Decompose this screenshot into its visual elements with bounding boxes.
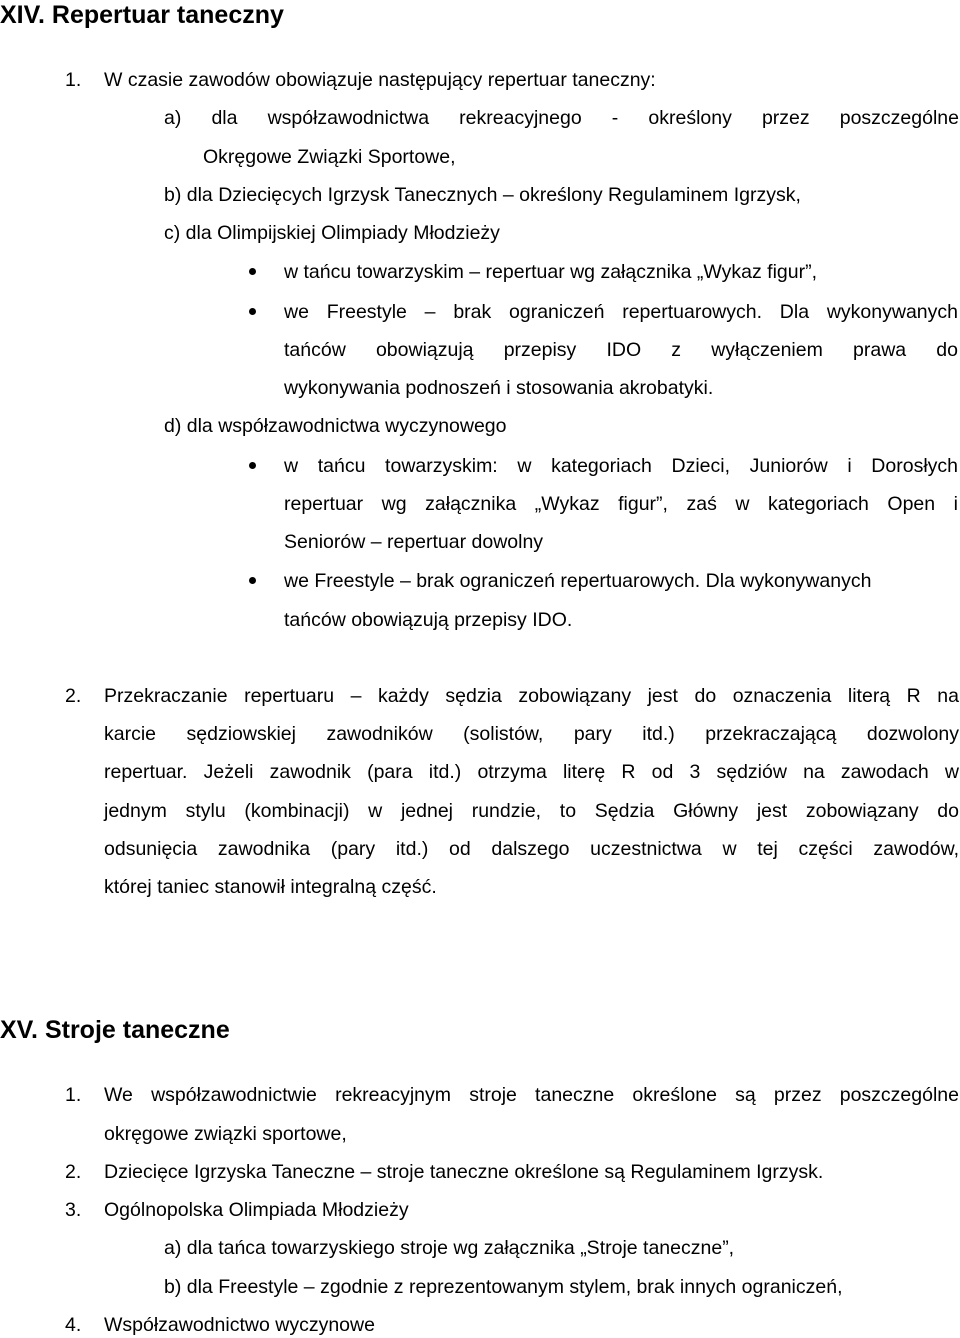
bullet-icon — [249, 268, 256, 275]
stroje-item-3: Ogólnopolska Olimpiada Młodzieży — [104, 1199, 409, 1221]
item-number-2: 2. — [65, 1161, 82, 1183]
subitem-c-bullet-2-line-3: wykonywania podnoszeń i stosowania akrobatyki. — [284, 377, 714, 399]
paragraph-2-line-2: karcie sędziowskiej zawodników (solistów, pary itd.) przekraczającą dozwolony — [104, 723, 959, 745]
paragraph-2-line-1: Przekraczanie repertuaru – każdy sędzia zobowiązany jest do oznaczenia literą R na — [104, 685, 959, 707]
subitem-b: b) dla Dziecięcych Igrzysk Tanecznych – określony Regulaminem Igrzysk, — [164, 184, 801, 206]
subitem-d-bullet-2-line-1: we Freestyle – brak ograniczeń repertuarowych. Dla wykonywanych — [284, 570, 872, 592]
item-number-4: 4. — [65, 1314, 82, 1336]
subitem-c: c) dla Olimpijskiej Olimpiady Młodzieży — [164, 222, 500, 244]
paragraph-2-line-5: odsunięcia zawodnika (pary itd.) od dalszego uczestnictwa w tej części zawodów, — [104, 838, 959, 860]
subitem-a-line-1: a) dla współzawodnictwa rekreacyjnego - określony przez poszczególne — [164, 107, 959, 129]
subitem-c-bullet-2-line-2: tańców obowiązują przepisy IDO z wyłączeniem prawa do — [284, 339, 958, 361]
item-number-2: 2. — [65, 685, 82, 707]
subitem-d-bullet-2-line-2: tańców obowiązują przepisy IDO. — [284, 609, 573, 631]
subitem-c-bullet-1: w tańcu towarzyskim – repertuar wg załącznika „Wykaz figur”, — [284, 261, 817, 283]
stroje-item-4: Współzawodnictwo wyczynowe — [104, 1314, 375, 1336]
subitem-d: d) dla współzawodnictwa wyczynowego — [164, 415, 507, 437]
subitem-d-bullet-1-line-3: Seniorów – repertuar dowolny — [284, 531, 544, 553]
subitem-d-bullet-1-line-2: repertuar wg załącznika „Wykaz figur”, zaś w kategoriach Open i — [284, 493, 958, 515]
paragraph-2-line-3: repertuar. Jeżeli zawodnik (para itd.) otrzyma literę R od 3 sędziów na zawodach w — [104, 761, 959, 783]
subitem-d-bullet-1-line-1: w tańcu towarzyskim: w kategoriach Dzieci, Juniorów i Dorosłych — [284, 455, 958, 477]
stroje-item-3-subitem-b: b) dla Freestyle – zgodnie z reprezentowanym stylem, brak innych ograniczeń, — [164, 1276, 843, 1298]
stroje-item-1-line-1: We współzawodnictwie rekreacyjnym stroje taneczne określone są przez poszczególne — [104, 1084, 959, 1106]
subitem-a-line-2: Okręgowe Związki Sportowe, — [203, 146, 456, 168]
bullet-icon — [249, 462, 256, 469]
bullet-icon — [249, 308, 256, 315]
paragraph-1-text: W czasie zawodów obowiązuje następujący repertuar taneczny: — [104, 69, 656, 91]
item-number-3: 3. — [65, 1199, 82, 1221]
section-title-repertuar: XIV. Repertuar taneczny — [0, 1, 284, 29]
item-number-1: 1. — [65, 69, 82, 91]
stroje-item-3-subitem-a: a) dla tańca towarzyskiego stroje wg załącznika „Stroje taneczne”, — [164, 1237, 735, 1259]
stroje-item-1-line-2: okręgowe związki sportowe, — [104, 1123, 347, 1145]
stroje-item-2: Dziecięce Igrzyska Taneczne – stroje taneczne określone są Regulaminem Igrzysk. — [104, 1161, 824, 1183]
item-number-1: 1. — [65, 1084, 82, 1106]
bullet-icon — [249, 577, 256, 584]
paragraph-2-line-4: jednym stylu (kombinacji) w jednej rundzie, to Sędzia Główny jest zobowiązany do — [104, 800, 959, 822]
paragraph-2-line-6: której taniec stanowił integralną część. — [104, 876, 437, 898]
section-title-stroje: XV. Stroje taneczne — [0, 1016, 230, 1044]
subitem-c-bullet-2-line-1: we Freestyle – brak ograniczeń repertuarowych. Dla wykonywanych — [284, 301, 958, 323]
